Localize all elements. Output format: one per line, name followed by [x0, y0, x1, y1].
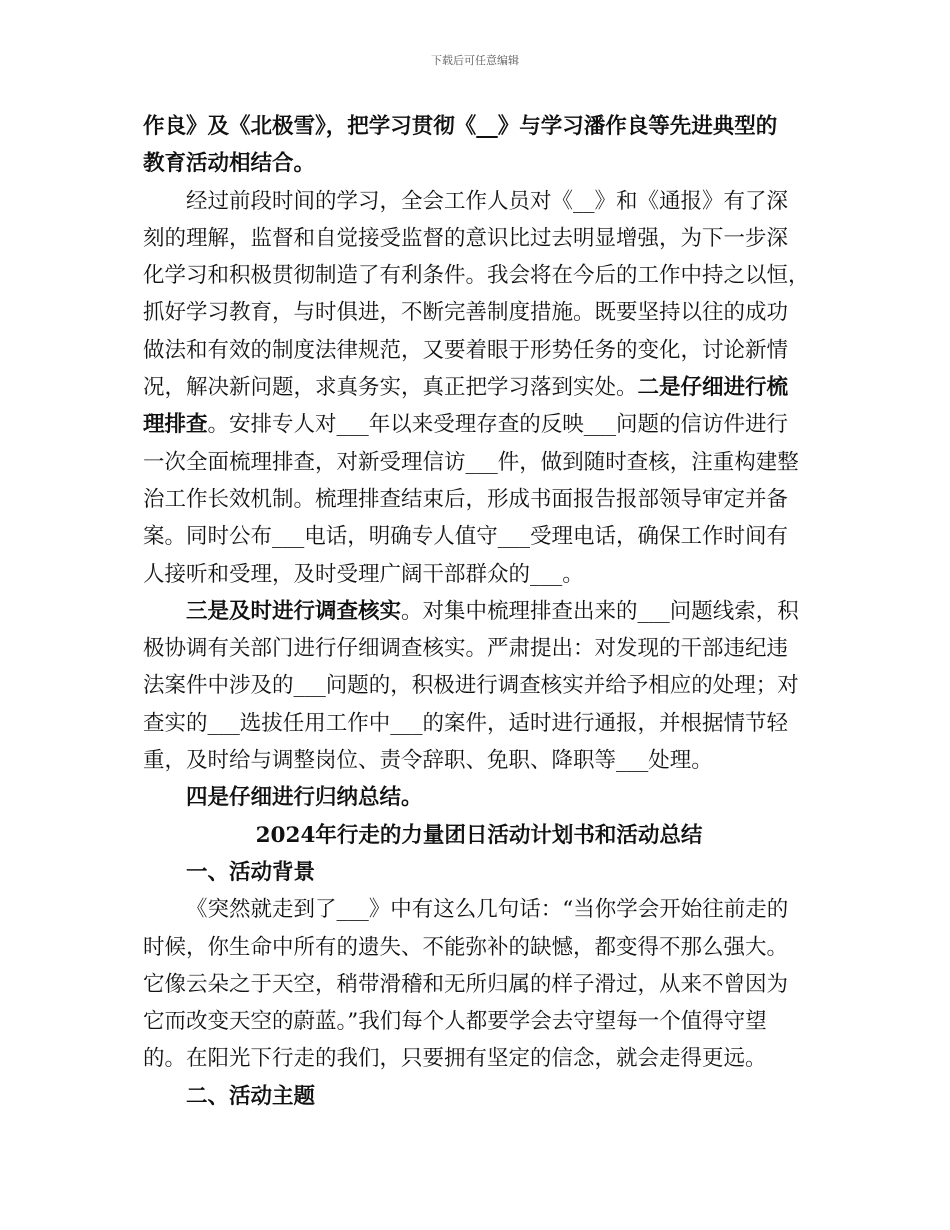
section-heading-background: 一、活动背景 [186, 859, 316, 885]
text-line: 法案件中涉及的___问题的，积极进行调查核实并给予相应的处理；对 [143, 673, 799, 699]
paragraph-background [143, 891, 815, 1077]
section-heading-theme: 二、活动主题 [186, 1083, 316, 1109]
text-run: 。安排专人对___年以来受理存查的反映___问题的信访件进行 [207, 412, 789, 438]
text-line: 经过前段时间的学习，全会工作人员对《__》和《通报》有了深 [186, 188, 789, 214]
text-line: 化学习和积极贯彻制造了有利条件。我会将在今后的工作中持之以恒， [143, 263, 810, 289]
text-line: 抓好学习教育，与时俱进，不断完善制度措施。既要坚持以往的成功 [143, 300, 789, 326]
bold-heading-run: 三是及时进行调查核实 [186, 598, 402, 624]
text-line: 作良》及《北极雪》，把学习贯彻《__》与学习潘作良等先进典型的 [143, 114, 778, 139]
text-line [143, 593, 815, 630]
text-line: 极协调有关部门进行仔细调查核实。严肃提出：对发现的干部违纪违 [143, 636, 789, 662]
page-header: 下载后可任意编辑 [431, 54, 519, 67]
text-line: 时候，你生命中所有的遗失、不能弥补的缺憾，都变得不那么强大。 [143, 934, 789, 960]
text-line: 重，及时给与调整岗位、责令辞职、免职、降职等___处理。 [143, 748, 713, 774]
paragraph-study-summary [143, 183, 815, 593]
text-line: 它像云朵之于天空，稍带滑稽和无所归属的样子滑过，从来不曾因为 [143, 971, 789, 997]
bold-heading-run: 理排查 [143, 412, 208, 438]
text-line: 案。同时公布___电话，明确专人值守___受理电话，确保工作时间有 [143, 524, 789, 550]
paragraph-investigation [143, 593, 815, 779]
document-title: 2024年行走的力量团日活动计划书和活动总结 [255, 822, 703, 848]
text-line: 治工作长效机制。梳理排查结束后，形成书面报告报部领导审定并备 [143, 486, 789, 512]
text-line: 人接听和受理，及时受理广阔干部群众的___。 [143, 561, 584, 587]
paragraph-continued [143, 108, 815, 183]
text-line [143, 369, 815, 406]
text-line: 《突然就走到了___》中有这么几句话：“当你学会开始往前走的 [186, 897, 789, 923]
text-line: 一次全面梳理排查，对新受理信访___件，做到随时查核，注重构建整 [143, 449, 799, 475]
text-run: 。对集中梳理排查出来的___问题线索，积 [401, 598, 799, 624]
text-line: 的。在阳光下行走的我们，只要拥有坚定的信念，就会走得更远。 [143, 1046, 767, 1072]
text-line: 教育活动相结合。 [143, 151, 316, 177]
text-run: 况，解决新问题，求真务实，真正把学习落到实处。 [143, 375, 638, 401]
text-line: 它而改变天空的蔚蓝。”我们每个人都要学会去守望每一个值得守望 [143, 1009, 767, 1035]
text-line [143, 406, 815, 443]
text-line: 做法和有效的制度法律规范，又要着眼于形势任务的变化，讨论新情 [143, 337, 789, 363]
text-line: 查实的___选拔任用工作中___的案件，适时进行通报，并根据情节轻 [143, 710, 789, 736]
text-line: 刻的理解，监督和自觉接受监督的意识比过去明显增强，为下一步深 [143, 225, 789, 251]
document-body [143, 108, 815, 1115]
summary-heading: 四是仔细进行归纳总结。 [186, 785, 423, 811]
bold-heading-run: 二是仔细进行梳 [637, 375, 789, 401]
